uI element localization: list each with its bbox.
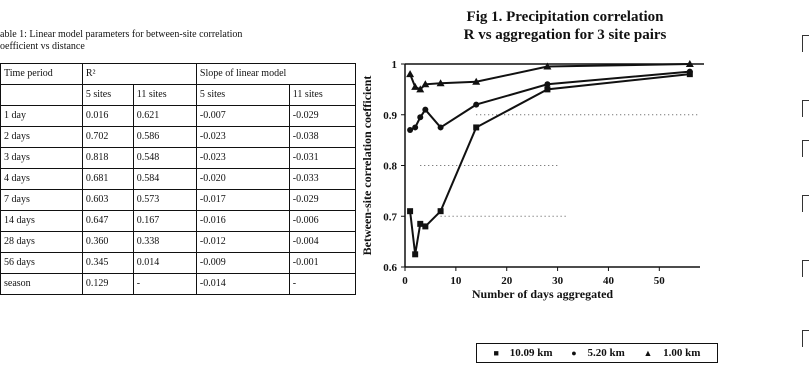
table-cell: -0.029 bbox=[289, 106, 355, 127]
data-point bbox=[473, 124, 479, 130]
data-point bbox=[412, 251, 418, 257]
x-tick-label: 20 bbox=[501, 275, 513, 287]
data-point bbox=[411, 83, 419, 90]
table-cell: 0.345 bbox=[82, 253, 133, 274]
table-row bbox=[1, 148, 356, 169]
table-cell: 0.584 bbox=[133, 169, 196, 190]
y-axis-label: Between-site correlation coefficient bbox=[360, 75, 374, 256]
table-cell: 28 days bbox=[1, 232, 83, 253]
table-header-cell: Time period bbox=[1, 64, 83, 85]
table-row bbox=[1, 232, 356, 253]
table-cell: 0.573 bbox=[133, 190, 196, 211]
table-row bbox=[1, 253, 356, 274]
table-cell: 0.014 bbox=[133, 253, 196, 274]
data-point bbox=[473, 102, 479, 108]
table-cell: 0.647 bbox=[82, 211, 133, 232]
data-point bbox=[406, 70, 414, 77]
table-cell: - bbox=[289, 274, 355, 295]
data-point bbox=[407, 127, 413, 133]
table-caption-line2: oefficient vs distance bbox=[0, 41, 85, 52]
x-tick-label: 50 bbox=[653, 275, 665, 287]
data-point bbox=[544, 81, 550, 87]
table-cell: 56 days bbox=[1, 253, 83, 274]
table-cell: 0.360 bbox=[82, 232, 133, 253]
legend-label-5km: 5.20 km bbox=[587, 347, 625, 359]
table-cell: -0.033 bbox=[289, 169, 355, 190]
table-header-cell bbox=[133, 64, 196, 85]
table-header-cell: Slope of linear model bbox=[196, 64, 289, 85]
table-cell: 7 days bbox=[1, 190, 83, 211]
y-tick-label: 0.6 bbox=[383, 262, 397, 274]
y-tick-label: 0.9 bbox=[383, 109, 397, 122]
x-tick-label: 10 bbox=[450, 275, 462, 287]
figure-title bbox=[400, 8, 730, 44]
table-cell: 0.681 bbox=[82, 169, 133, 190]
table-cell: -0.031 bbox=[289, 148, 355, 169]
data-point bbox=[422, 223, 428, 229]
table-cell: 14 days bbox=[1, 211, 83, 232]
table-cell: -0.017 bbox=[196, 190, 289, 211]
table-row bbox=[1, 211, 356, 232]
margin-mark bbox=[802, 140, 809, 157]
x-tick-label: 0 bbox=[402, 275, 408, 287]
data-point bbox=[438, 124, 444, 130]
x-tick-label: 30 bbox=[552, 275, 564, 287]
square-marker-icon: ■ bbox=[493, 348, 499, 358]
data-point bbox=[417, 114, 423, 120]
x-axis-label: Number of days aggregated bbox=[471, 287, 614, 301]
table-cell: - bbox=[133, 274, 196, 295]
table-cell: season bbox=[1, 274, 83, 295]
table-subheader-cell: 11 sites bbox=[133, 85, 196, 106]
data-point bbox=[407, 208, 413, 214]
correlation-chart bbox=[348, 44, 728, 314]
table-subheader-cell: 11 sites bbox=[289, 85, 355, 106]
table-row bbox=[1, 169, 356, 190]
table-cell: -0.020 bbox=[196, 169, 289, 190]
y-tick-label: 0.7 bbox=[383, 211, 397, 224]
margin-mark bbox=[802, 195, 809, 212]
table-cell: -0.001 bbox=[289, 253, 355, 274]
table-cell: -0.014 bbox=[196, 274, 289, 295]
table-header-cell: R² bbox=[82, 64, 133, 85]
table-cell: -0.023 bbox=[196, 148, 289, 169]
circle-marker-icon: ● bbox=[571, 348, 577, 358]
table-cell: 0.167 bbox=[133, 211, 196, 232]
table-cell: 4 days bbox=[1, 169, 83, 190]
data-point bbox=[438, 208, 444, 214]
triangle-marker-icon: ▲ bbox=[643, 348, 653, 358]
legend-item-10km bbox=[490, 347, 557, 359]
table-header-row bbox=[1, 64, 356, 85]
table-cell: -0.029 bbox=[289, 190, 355, 211]
table-subheader-cell: 5 sites bbox=[82, 85, 133, 106]
table-cell: 0.603 bbox=[82, 190, 133, 211]
figure-title-line2: R vs aggregation for 3 site pairs bbox=[463, 27, 667, 43]
table-row bbox=[1, 106, 356, 127]
legend-item-5km bbox=[567, 347, 628, 359]
table-caption-line1: able 1: Linear model parameters for between-site correlation bbox=[0, 29, 243, 40]
table-cell: 0.621 bbox=[133, 106, 196, 127]
table-subheader-cell: 5 sites bbox=[196, 85, 289, 106]
y-tick-label: 0.8 bbox=[383, 160, 397, 173]
table-caption bbox=[0, 29, 345, 53]
table-cell: -0.004 bbox=[289, 232, 355, 253]
chart-legend bbox=[476, 343, 718, 363]
data-point bbox=[422, 107, 428, 113]
table-cell: 3 days bbox=[1, 148, 83, 169]
table-cell: -0.016 bbox=[196, 211, 289, 232]
data-point bbox=[412, 124, 418, 130]
table-cell: 0.016 bbox=[82, 106, 133, 127]
series-line bbox=[410, 74, 690, 254]
table-cell: -0.012 bbox=[196, 232, 289, 253]
table-cell: -0.023 bbox=[196, 127, 289, 148]
legend-label-1km: 1.00 km bbox=[663, 347, 701, 359]
table-cell: -0.006 bbox=[289, 211, 355, 232]
x-tick-label: 40 bbox=[602, 275, 614, 287]
table-subheader-row bbox=[1, 85, 356, 106]
table-cell: 0.702 bbox=[82, 127, 133, 148]
table-cell: -0.007 bbox=[196, 106, 289, 127]
table-cell: -0.038 bbox=[289, 127, 355, 148]
figure-title-line1: Fig 1. Precipitation correlation bbox=[466, 9, 664, 25]
table-row bbox=[1, 190, 356, 211]
table-row bbox=[1, 274, 356, 295]
table-cell: 0.129 bbox=[82, 274, 133, 295]
table-cell: 1 day bbox=[1, 106, 83, 127]
table-header-cell bbox=[289, 64, 355, 85]
table-cell: 2 days bbox=[1, 127, 83, 148]
table-cell: 0.548 bbox=[133, 148, 196, 169]
parameters-table bbox=[0, 63, 356, 295]
table-cell: 0.586 bbox=[133, 127, 196, 148]
table-cell: 0.338 bbox=[133, 232, 196, 253]
legend-item-1km bbox=[639, 347, 704, 359]
margin-mark bbox=[802, 260, 809, 277]
table-subheader-cell bbox=[1, 85, 83, 106]
table-cell: 0.818 bbox=[82, 148, 133, 169]
margin-mark bbox=[802, 330, 809, 347]
y-tick-label: 1 bbox=[391, 59, 397, 71]
legend-label-10km: 10.09 km bbox=[509, 347, 553, 359]
margin-mark bbox=[802, 100, 809, 117]
table-row bbox=[1, 127, 356, 148]
table-cell: -0.009 bbox=[196, 253, 289, 274]
series-line bbox=[410, 72, 690, 130]
margin-mark bbox=[802, 35, 809, 52]
data-point bbox=[687, 69, 693, 75]
